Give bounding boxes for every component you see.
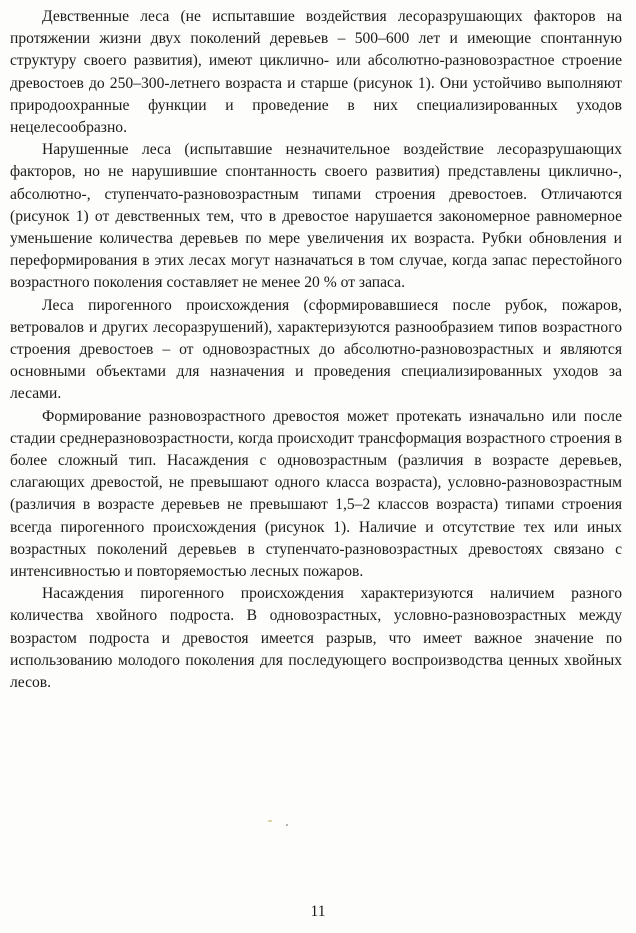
scan-speck xyxy=(268,820,272,822)
paragraph-stand-formation: Формирование разновозрастного древостоя может протекать изначально или после стадии среднеразновозрастности, когда происходит трансформация возрастного строения в более сложный тип. Насаждения с одновозрастным (различия в возрасте деревьев, слагающих древостой, не превышают одного класса возраста), условно-разновозрастным (различия в возрасте деревьев не превышают 1,5–2 классов возраста) типами строения всегда пирогенного происхождения (рисунок 1). Наличие и отсутствие тех или иных возрастных поколений деревьев в ступенчато-разновозрастных древостоях связано с интенсивностью и повторяемостью лесных пожаров. xyxy=(10,407,622,581)
page-number: 11 xyxy=(310,903,326,920)
body-text xyxy=(10,6,622,694)
paragraph-virgin-forests: Девственные леса (не испытавшие воздействия лесоразрушающих факторов на протяжении жизни двух поколений деревьев – 500–600 лет и имеющие спонтанную структуру своего развития), имеют циклично- или абсолютно-разновозрастное строение древостоев до 250–300-летнего возраста и старше (рисунок 1). Они устойчиво выполняют природоохранные функции и проведение в них специализированных уходов нецелесообразно. xyxy=(10,8,622,137)
scan-speck xyxy=(286,824,288,826)
paragraph-pyrogenic-forests: Леса пирогенного происхождения (сформировавшиеся после рубок, пожаров, ветровалов и других лесоразрушений), характеризуются разнообразием типов возрастного строения древостоев – от одновозрастных до абсолютно-разновозрастных и являются основными объектами для назначения и проведения специализированных уходов за лесами. xyxy=(10,296,622,403)
paragraph-conifer-undergrowth: Насаждения пирогенного происхождения характеризуются наличием разного количества хвойного подроста. В одновозрастных, условно-разновозрастных между возрастом подроста и древостоя имеется разрыв, что имеет важное значение по использованию молодого поколения для последующего воспроизводства ценных хвойных лесов. xyxy=(10,585,622,692)
paragraph-disturbed-forests: Нарушенные леса (испытавшие незначительное воздействие лесоразрушающих факторов, но не нарушившие спонтанность своего развития) представлены циклично-, абсолютно-, ступенчато-разновозрастным типами строения древостоев. Отличаются (рисунок 1) от девственных тем, что в древостое нарушается закономерное равномерное уменьшение количества деревьев по мере увеличения их возраста. Рубки обновления и переформирования в этих лесах могут назначаться в том случае, когда запас перестойного возрастного поколения составляет не менее 20 % от запаса. xyxy=(10,141,622,292)
